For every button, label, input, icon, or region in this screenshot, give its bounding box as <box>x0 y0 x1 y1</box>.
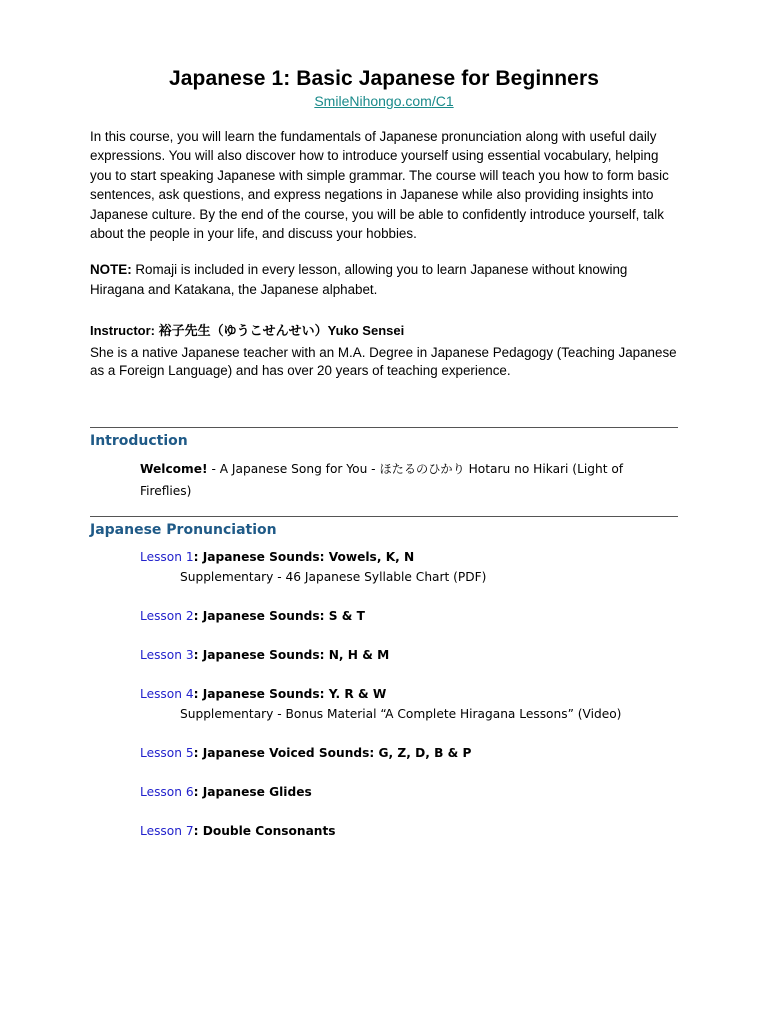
lesson-item <box>140 821 678 841</box>
instructor-bio: She is a native Japanese teacher with an M.A. Degree in Japanese Pedagogy (Teaching Japanese as a Foreign Language) and has over 20 years of teaching experience. <box>90 345 677 379</box>
introduction-section <box>90 427 678 502</box>
intro-paragraph: In this course, you will learn the fundamentals of Japanese pronunciation along with useful daily expressions. You will also discover how to introduce yourself using essential vocabulary, helping you to start speaking Japanese with simple grammar. The course will teach you how to form basic sentences, ask questions, and express negations in Japanese while also providing insights into Japanese culture. By the end of the course, you will be able to confidently introduce yourself, talk about the people in your life, and discuss your hobbies. <box>90 129 669 242</box>
course-link[interactable]: SmileNihongo.com/C1 <box>314 93 454 109</box>
welcome-label: Welcome! <box>140 462 208 477</box>
document-page <box>90 66 678 841</box>
lesson-title: : Double Consonants <box>193 824 336 839</box>
lesson-line <box>140 547 678 567</box>
pronunciation-section <box>90 516 678 841</box>
lesson-line <box>140 645 678 665</box>
lesson-link[interactable]: Lesson 1 <box>140 550 194 565</box>
note-label: NOTE: <box>90 262 132 278</box>
supplementary-item[interactable]: Supplementary - 46 Japanese Syllable Chart (PDF) <box>180 570 487 585</box>
lesson-link[interactable]: Lesson 4 <box>140 687 194 702</box>
lesson-title: : Japanese Sounds: N, H & M <box>193 648 390 663</box>
section-title-introduction: Introduction <box>90 433 188 450</box>
lesson-link[interactable]: Lesson 3 <box>140 648 194 663</box>
welcome-entry[interactable] <box>140 458 678 502</box>
lesson-title: : Japanese Sounds: Y. R & W <box>193 687 387 702</box>
page-title: Japanese 1: Basic Japanese for Beginners <box>168 67 600 90</box>
lesson-title: : Japanese Voiced Sounds: G, Z, D, B & P <box>193 746 472 761</box>
welcome-text: - A Japanese Song for You - ほたるのひかり Hotaru no Hikari (Light of Fireflies) <box>140 462 624 499</box>
supplementary-item[interactable]: Supplementary - Bonus Material “A Complete Hiragana Lessons” (Video) <box>180 707 622 722</box>
lesson-link[interactable]: Lesson 5 <box>140 746 194 761</box>
lesson-line <box>140 743 678 763</box>
lesson-item <box>140 684 678 724</box>
lesson-title: : Japanese Sounds: S & T <box>193 609 365 624</box>
lesson-link[interactable]: Lesson 2 <box>140 609 194 624</box>
lesson-line <box>140 821 678 841</box>
lesson-item <box>140 645 678 665</box>
lesson-title: : Japanese Sounds: Vowels, K, N <box>193 550 415 565</box>
lesson-line <box>140 684 678 704</box>
lesson-line <box>140 782 678 802</box>
lesson-link[interactable]: Lesson 7 <box>140 824 194 839</box>
lesson-list <box>90 547 678 841</box>
instructor-heading: Instructor: 裕子先生（ゆうこせんせい）Yuko Sensei <box>90 323 405 339</box>
section-divider <box>90 427 678 428</box>
lesson-item <box>140 743 678 763</box>
note-text: Romaji is included in every lesson, allowing you to learn Japanese without knowing Hiragana and Katakana, the Japanese alphabet. <box>90 262 628 297</box>
note-paragraph <box>90 260 678 299</box>
lesson-item <box>140 782 678 802</box>
lesson-item <box>140 606 678 626</box>
section-divider <box>90 516 678 517</box>
section-title-pronunciation: Japanese Pronunciation <box>90 522 277 539</box>
lesson-line <box>140 606 678 626</box>
lesson-title: : Japanese Glides <box>193 785 312 800</box>
lesson-item <box>140 547 678 587</box>
lesson-link[interactable]: Lesson 6 <box>140 785 194 800</box>
